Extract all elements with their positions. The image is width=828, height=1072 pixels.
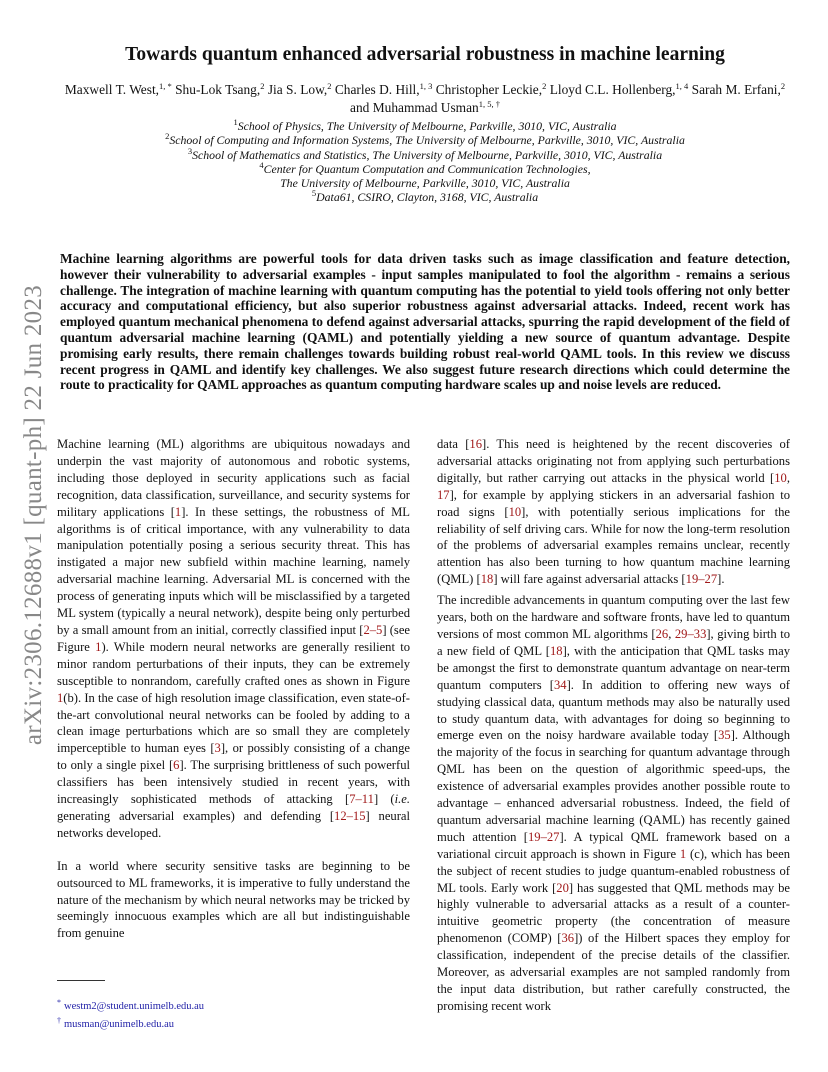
footnote <box>57 1014 204 1032</box>
affiliation-line <box>60 133 790 147</box>
author-name: Charles D. Hill, <box>331 82 420 97</box>
citation-link[interactable]: 34 <box>553 677 567 692</box>
left-column <box>57 436 410 942</box>
citation-link[interactable]: 7–11 <box>349 792 374 807</box>
author-affiliation-mark: 2 <box>542 81 547 91</box>
affiliation-text: Data61, CSIRO, Clayton, 3168, VIC, Australia <box>316 190 539 205</box>
author-affiliation-mark: 2 <box>780 81 786 91</box>
citation-link[interactable]: 6 <box>173 758 180 773</box>
footnote <box>57 996 204 1014</box>
author-name: Sarah M. Erfani, <box>688 82 781 97</box>
affiliation-number: 1 <box>233 117 238 127</box>
author-affiliation-mark: 1, 5, † <box>478 99 500 109</box>
email-link[interactable]: westm2@student.unimelb.edu.au <box>64 1001 205 1012</box>
author-name: Christopher Leckie, <box>432 82 543 97</box>
affiliation-text: Center for Quantum Computation and Communication Technologies, <box>263 161 591 176</box>
citation-link[interactable]: 1 <box>174 504 182 519</box>
citation-link[interactable]: 18 <box>480 572 494 587</box>
affiliation-list <box>60 119 790 205</box>
affiliation-line <box>60 119 790 133</box>
arxiv-identifier: arXiv:2306.12688v1 [quant-ph] 22 Jun 2023 <box>20 284 47 746</box>
footnote-mark: * <box>57 998 61 1007</box>
body-paragraph: The incredible advancements in quantum computing over the last few years, both on the hardware and software fronts, have led to quantum versions of most common ML algorithms [26, 29–33], giving birth to a new field of QML [18], with the anticipation that QML tasks may be amongst the first to demonstrate quantum advantage on near-term quantum computers [34]. In addition to offering new ways of studying classical data, quantum methods may also be naturally used to study quantum data, with advantages for doing so beginning to emerge even on the noisy hardware available today [35]. Although the majority of the focus in searching for quantum advantage through QML has been on the question of algorithmic speed-ups, the existence of adversarial examples provides another possible route to advantage – enhanced adversarial robustness. Indeed, the field of quantum adversarial machine learning (QAML) has recently gained much attention [19–27]. A typical QML framework based on a variational circuit approach is shown in Figure 1 (c), which has been the subject of recent studies to judge quantum-enabled robustness of ML tools. Early work [20] has suggested that QML methods may be highly vulnerable to adversarial attacks as a result of a counter-intuitive geometric property (the concentration of measure phenomenon (COMP) [36]) of the Hilbert spaces they employ for classification, independent of the precise details of the classifier. Moreover, as adversarial examples are not sampled randomly from the input data distribution, but rather carefully constructed, the promising recent work <box>437 593 791 1013</box>
author-name: Jia S. Low, <box>264 82 328 97</box>
paper-title: Towards quantum enhanced adversarial robustness in machine learning <box>125 44 725 65</box>
abstract: Machine learning algorithms are powerful tools for data driven tasks such as image classification and feature detection, however their vulnerability to adversarial examples - input samples manipulated to fool the algorithm - remains a serious challenge. The integration of machine learning with quantum computing has the potential to yield tools offering not only better accuracy and computational efficiency, but also superior robustness against adversarial attacks. Indeed, recent work has employed quantum mechanical phenomena to defend against adversarial attacks, spurring the rapid development of the field of quantum adversarial machine learning (QAML) and potentially yielding a new source of quantum advantage. Despite promising early results, there remain challenges towards building robust real-world QAML tools. In this review we discuss recent progress in QAML and identify key challenges. We also suggest future research directions which could determine the route to practicality for QAML approaches as quantum computing hardware scales up and noise levels are reduced. <box>60 251 790 393</box>
author-name: and Muhammad Usman <box>350 100 479 115</box>
author-name: Lloyd C.L. Hollenberg, <box>546 82 676 97</box>
citation-link[interactable]: 20 <box>556 880 569 895</box>
footnote-rule <box>57 980 105 981</box>
citation-link[interactable]: 19–27 <box>685 572 718 587</box>
citation-link[interactable]: 2–5 <box>363 622 383 637</box>
author-affiliation-mark: 2 <box>327 81 332 91</box>
citation-link[interactable]: 36 <box>561 931 575 946</box>
body-paragraph: Machine learning (ML) algorithms are ubiquitous nowadays and underpin the vast majority of autonomous and robotic systems, including those deployed in security applications such as facial recognition, data classification, surveillance, and security systems for military applications [1]. In these settings, the robustness of ML algorithms is of critical importance, with any vulnerability to data manipulation potentially posing a serious security threat. This has instigated a major new subfield within machine learning, namely adversarial machine learning. Adversarial ML is concerned with the process of generating inputs which will be misclassified by a targeted ML system (typically a neural network), despite being only perturbed by a small amount from an initial, correctly classified input [2–5] (see Figure 1). While modern neural networks are generally resilient to minor random perturbations of their inputs, they can be extremely susceptible to nonrandom, carefully crafted ones as shown in Figure 1(b). In the case of high resolution image classification, even state-of-the-art convolutional neural networks can be fooled by adding to a clean image perturbations which are so small they are completely imperceptible to human eyes [3], or possibly consisting of a change to only a single pixel [6]. The surprising brittleness of such powerful classifiers has been intensively studied in recent years, with increasingly sophisticated methods of attacking [7–11] (i.e. generating adversarial examples) and defending [12–15] neural networks developed. <box>57 437 411 840</box>
arxiv-sidebar <box>14 280 54 750</box>
author-name: Maxwell T. West, <box>64 82 160 97</box>
citation-link[interactable]: 16 <box>469 437 483 451</box>
right-column <box>437 436 790 1015</box>
citation-link[interactable]: 18 <box>549 643 563 658</box>
citation-link[interactable]: 19–27 <box>527 829 560 844</box>
affiliation-line <box>60 176 790 190</box>
author-name: Shu-Lok Tsang, <box>171 82 261 97</box>
citation-link[interactable]: 10 <box>774 470 787 485</box>
footnote-mark: † <box>57 1016 61 1025</box>
citation-link[interactable]: 26 <box>655 626 669 641</box>
author-affiliation-mark: 1, 3 <box>419 81 433 91</box>
affiliation-text: School of Computing and Information Systems, The University of Melbourne, Parkville, 3010, VIC, Australia <box>169 133 685 148</box>
affiliation-line <box>60 145 790 162</box>
affiliation-text: The University of Melbourne, Parkville, 3010, VIC, Australia <box>280 176 570 191</box>
figure-link[interactable]: 1 <box>95 639 102 654</box>
footnotes <box>57 996 204 1032</box>
figure-link[interactable]: 1 <box>57 690 64 705</box>
affiliation-text: School of Physics, The University of Melbourne, Parkville, 3010, VIC, Australia <box>237 119 617 133</box>
author-list <box>60 81 790 117</box>
citation-link[interactable]: 12–15 <box>334 808 366 823</box>
citation-link[interactable]: 3 <box>214 741 221 756</box>
citation-link[interactable]: 29–33 <box>674 626 707 641</box>
author-affiliation-mark: 1, 4 <box>675 81 689 91</box>
affiliation-line <box>60 159 790 176</box>
affiliation-number: 4 <box>259 159 264 170</box>
affiliation-number: 5 <box>311 188 317 199</box>
body-paragraph: In a world where security sensitive tasks are beginning to be outsourced to ML frameworks, it is imperative to fully understand the nature of the mechanism by which neural networks may be tricked by seemingly innocuous examples which are all but indistinguishable from genuine <box>57 858 410 941</box>
citation-link[interactable]: 10 <box>508 504 522 519</box>
citation-link[interactable]: 35 <box>718 728 731 743</box>
author-affiliation-mark: 2 <box>260 81 265 91</box>
affiliation-number: 3 <box>187 145 193 156</box>
body-paragraph: data [16]. This need is heightened by the recent discoveries of adversarial attacks originating not from applying such perturbations digitally, but rather carrying out attacks in the physical world [10, 17], for example by applying stickers in an adversarial fashion to road signs [10], with potentially serious implications for the reliability of self driving cars. While for now the long-term resolution of the problems of adversarial examples remains unclear, recently attention has also been turning to how quantum machine learning (QML) [18] will fare against adversarial attacks [19–27]. <box>437 437 791 587</box>
affiliation-line <box>60 190 790 204</box>
author-affiliation-mark: 1, * <box>159 81 172 91</box>
affiliation-number: 2 <box>165 131 170 142</box>
affiliation-text: School of Mathematics and Statistics, The University of Melbourne, Parkville, 3010, VIC, Australia <box>192 147 663 162</box>
figure-link[interactable]: 1 <box>679 846 687 861</box>
email-link[interactable]: musman@unimelb.edu.au <box>64 1019 174 1030</box>
citation-link[interactable]: 17 <box>437 487 450 502</box>
